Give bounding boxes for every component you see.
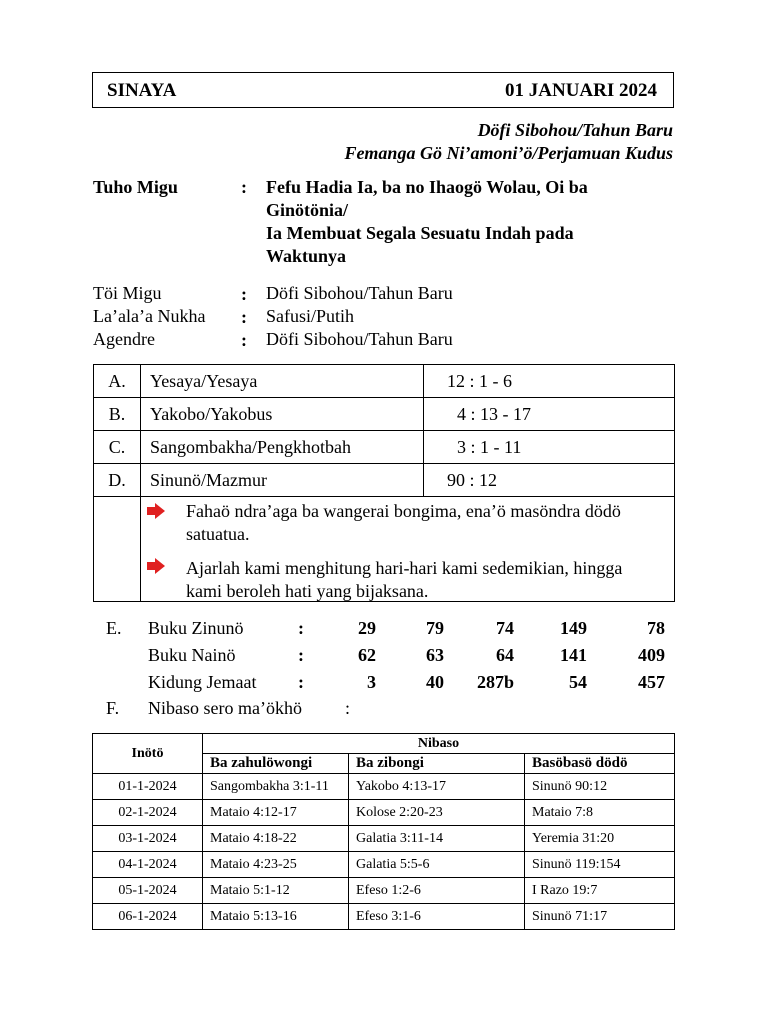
date-cell: 04-1-2024	[93, 852, 203, 878]
hymn-number: 141	[560, 645, 587, 665]
morning-cell: Mataio 5:1-12	[203, 878, 349, 904]
info-label-toi: Töi Migu	[93, 283, 162, 303]
section-letter-f: F.	[106, 698, 120, 718]
info-colon: :	[241, 330, 247, 350]
hymn-row-zinuno	[93, 618, 673, 644]
morning-cell: Mataio 4:12-17	[203, 800, 349, 826]
meditation-cell: Sinunö 119:154	[525, 852, 675, 878]
reading-verse: 4 : 13 - 17	[424, 398, 675, 431]
hymn-number: 74	[496, 618, 514, 638]
tuho-colon: :	[241, 177, 247, 197]
morning-cell: Mataio 4:23-25	[203, 852, 349, 878]
meditation-cell: Yeremia 31:20	[525, 826, 675, 852]
quote-nias-line-2: satuatua.	[186, 524, 250, 544]
subtitle-line-2: Femanga Gö Ni’amoni’ö/Perjamuan Kudus	[344, 143, 673, 163]
header-box	[92, 72, 674, 108]
hymn-book-label: Buku Nainö	[148, 645, 236, 665]
section-letter-e: E.	[106, 618, 122, 638]
reading-book: Sangombakha/Pengkhotbah	[141, 431, 424, 464]
table-row	[93, 904, 675, 930]
evening-cell: Efeso 1:2-6	[349, 878, 525, 904]
quote-indo-line-1: Ajarlah kami menghitung hari-hari kami sedemikian, hingga	[186, 558, 623, 578]
hymn-number: 149	[560, 618, 587, 638]
hymn-number: 62	[358, 645, 376, 665]
reading-letter: A.	[94, 365, 141, 398]
info-value-agendre: Döfi Sibohou/Tahun Baru	[266, 329, 453, 349]
hymn-number: 64	[496, 645, 514, 665]
reading-letter: C.	[94, 431, 141, 464]
reading-row	[94, 398, 675, 431]
evening-cell: Galatia 3:11-14	[349, 826, 525, 852]
date-cell: 03-1-2024	[93, 826, 203, 852]
info-colon: :	[241, 307, 247, 327]
church-name: SINAYA	[107, 80, 177, 101]
reading-book: Sinunö/Mazmur	[141, 464, 424, 497]
info-value-toi: Döfi Sibohou/Tahun Baru	[266, 283, 453, 303]
red-arrow-icon	[146, 558, 166, 574]
hymn-number: 79	[426, 618, 444, 638]
red-arrow-icon	[146, 503, 166, 519]
column-header-date: Inötö	[93, 734, 203, 774]
date-title: 01 JANUARI 2024	[505, 80, 657, 101]
reading-book: Yesaya/Yesaya	[141, 365, 424, 398]
nibaso-colon: :	[345, 698, 351, 718]
table-row	[93, 774, 675, 800]
date-cell: 05-1-2024	[93, 878, 203, 904]
date-cell: 06-1-2024	[93, 904, 203, 930]
column-header-meditation: Basöbasö dödö	[525, 754, 675, 774]
schedule-table	[92, 733, 675, 930]
evening-cell: Kolose 2:20-23	[349, 800, 525, 826]
hymn-number: 409	[638, 645, 665, 665]
quote-indo-line-2: kami beroleh hati yang bijaksana.	[186, 581, 429, 601]
subtitle-line-1: Döfi Sibohou/Tahun Baru	[477, 120, 673, 140]
table-row	[93, 878, 675, 904]
tuho-line-4: Waktunya	[266, 246, 347, 266]
reading-row	[94, 431, 675, 464]
date-cell: 02-1-2024	[93, 800, 203, 826]
date-cell: 01-1-2024	[93, 774, 203, 800]
reading-verse: 3 : 1 - 11	[424, 431, 675, 464]
hymn-number: 63	[426, 645, 444, 665]
hymn-number: 457	[638, 672, 665, 692]
info-label-agendre: Agendre	[93, 329, 155, 349]
hymn-book-label: Kidung Jemaat	[148, 672, 257, 692]
hymn-number: 29	[358, 618, 376, 638]
hymn-row-naino	[93, 645, 673, 671]
tuho-line-2: Ginötönia/	[266, 200, 349, 220]
reading-row	[94, 365, 675, 398]
hymn-number: 3	[367, 672, 376, 692]
table-row	[93, 852, 675, 878]
hymn-row-kidung	[93, 672, 673, 698]
info-value-nukha: Safusi/Putih	[266, 306, 355, 326]
reading-row	[94, 464, 675, 497]
column-header-morning: Ba zahulöwongi	[203, 754, 349, 774]
evening-cell: Efeso 3:1-6	[349, 904, 525, 930]
evening-cell: Yakobo 4:13-17	[349, 774, 525, 800]
hymn-colon: :	[298, 645, 304, 665]
table-row	[93, 826, 675, 852]
hymn-number: 78	[647, 618, 665, 638]
morning-cell: Mataio 4:18-22	[203, 826, 349, 852]
hymn-colon: :	[298, 618, 304, 638]
quote-nias-line-1: Fahaö ndra’aga ba wangerai bongima, ena’ö masöndra dödö	[186, 501, 621, 521]
morning-cell: Sangombakha 3:1-11	[203, 774, 349, 800]
info-label-nukha: La’ala’a Nukha	[93, 306, 206, 326]
meditation-cell: Mataio 7:8	[525, 800, 675, 826]
reading-verse: 12 : 1 - 6	[424, 365, 675, 398]
reading-book: Yakobo/Yakobus	[141, 398, 424, 431]
hymn-number: 54	[569, 672, 587, 692]
morning-cell: Mataio 5:13-16	[203, 904, 349, 930]
hymn-book-label: Buku Zinunö	[148, 618, 244, 638]
info-colon: :	[241, 284, 247, 304]
table-row	[93, 800, 675, 826]
reading-letter: D.	[94, 464, 141, 497]
meditation-cell: I Razo 19:7	[525, 878, 675, 904]
reading-verse: 90 : 12	[424, 464, 675, 497]
tuho-label: Tuho Migu	[93, 177, 178, 197]
meditation-cell: Sinunö 90:12	[525, 774, 675, 800]
tuho-line-3: Ia Membuat Segala Sesuatu Indah pada	[266, 223, 574, 243]
evening-cell: Galatia 5:5-6	[349, 852, 525, 878]
nibaso-label: Nibaso sero ma’ökhö	[148, 698, 302, 718]
hymn-number: 40	[426, 672, 444, 692]
reading-letter: B.	[94, 398, 141, 431]
column-header-evening: Ba zibongi	[349, 754, 525, 774]
hymn-number: 287b	[476, 672, 514, 692]
tuho-line-1: Fefu Hadia Ia, ba no Ihaogö Wolau, Oi ba	[266, 177, 588, 197]
hymn-colon: :	[298, 672, 304, 692]
column-header-group: Nibaso	[203, 734, 675, 754]
meditation-cell: Sinunö 71:17	[525, 904, 675, 930]
